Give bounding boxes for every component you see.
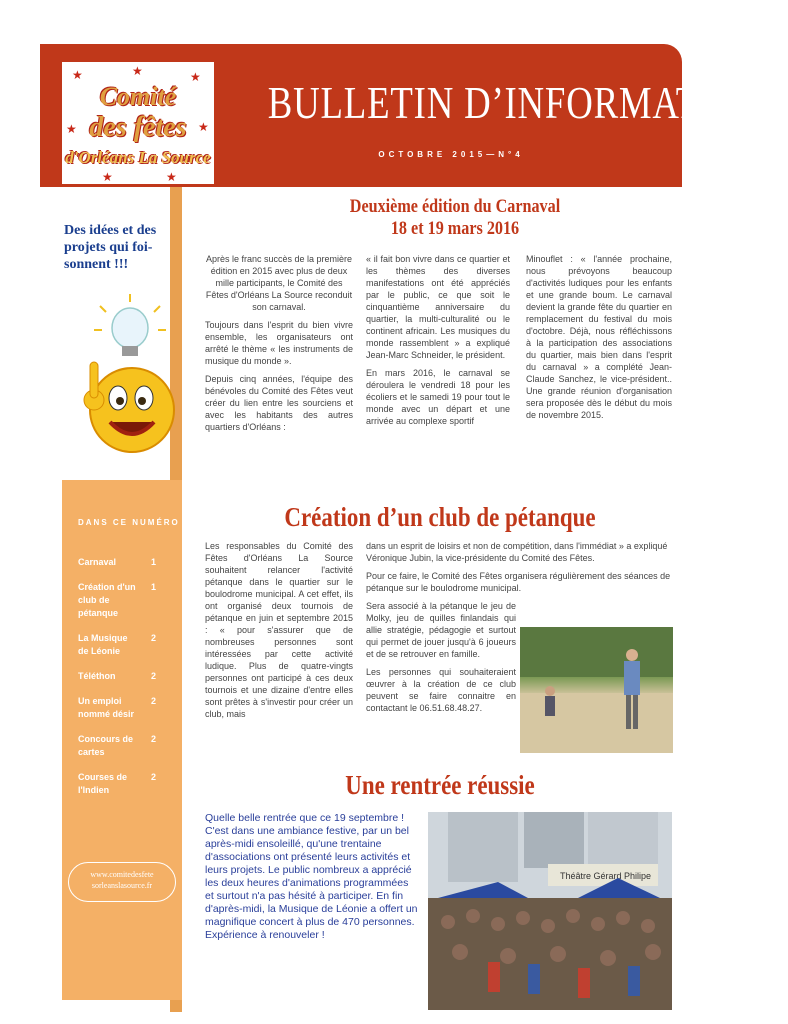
toc-item-page: 2 xyxy=(150,772,156,782)
article-column xyxy=(526,253,672,427)
toc-item-page: 2 xyxy=(150,633,156,643)
paragraph: En mars 2016, le carnaval se déroulera le vendredi 18 pour les écoliers et le samedi 19 pour tout le monde avec un départ et une arrivée au complexe sportif xyxy=(366,368,510,426)
star-icon: ★ xyxy=(132,64,143,78)
toc-item-page: 2 xyxy=(150,696,156,706)
toc-item-title: Un emploi nommé désir xyxy=(78,696,135,719)
star-icon: ★ xyxy=(190,70,201,84)
toc-item-page: 1 xyxy=(150,582,156,592)
toc-item-page: 1 xyxy=(150,557,156,567)
toc-item[interactable] xyxy=(78,556,156,569)
paragraph: Les personnes qui souhaiteraient œuvrer à la création de ce club peuvent se faire connaitre en contactant le 06.51.68.48.27. xyxy=(366,667,516,713)
toc-item[interactable] xyxy=(78,670,156,683)
logo-text: d'Orléans La Source xyxy=(65,148,211,167)
event-photo xyxy=(428,812,672,1010)
article-column xyxy=(205,812,420,948)
toc-item-title: Concours de cartes xyxy=(78,734,134,757)
toc-item-title: Carnaval xyxy=(78,557,117,567)
article-title xyxy=(264,196,647,240)
logo-text: des fêtes xyxy=(89,112,187,143)
article-column xyxy=(205,540,353,726)
toc-item-page: 2 xyxy=(150,734,156,744)
paragraph: Les responsables du Comité des Fêtes d'Orléans La Source souhaitent relancer l'activité pétanque dans le quartier sur le boulodrome municipal. A cet effet, ils ont organisé deux tournois de pétanque en juin et septembre 2015 : « pour s'assurer que de nombreuses personnes sont intéressées par cette activité ludique. Plus de quatre-vingts personnes ont participé à ces deux tournois et une dizaine d'entre elles sont prêtes à s'investir pour créer un club, mais xyxy=(205,541,353,719)
paragraph: dans un esprit de loisirs et non de compétition, dans l'immédiat » a expliqué Véronique Jubin, la vice-présidente du Comité des Fêtes. xyxy=(366,541,668,563)
article-title-line: Deuxième édition du Carnaval xyxy=(349,196,561,217)
page-title: BULLETIN D’INFORMATIONS xyxy=(267,77,788,128)
star-icon: ★ xyxy=(66,122,77,136)
logo-text: Comité xyxy=(99,82,177,111)
paragraph: « il fait bon vivre dans ce quartier et les thèmes des diverses manifestations ont été appréciés par le public, ce que soit le cinquantième anniversaire du quartier, la multi-culturalité ou le continent africain. Les musiques du monde rassemblent » a expliqué Jean-Marc Schneider, le président. xyxy=(366,254,510,360)
smiley-lightbulb-icon xyxy=(80,300,180,465)
star-icon: ★ xyxy=(166,170,177,184)
paragraph: Quelle belle rentrée que ce 19 septembre ! C'est dans une ambiance festive, par un bel après-midi ensoleillé, qu'une trentaine d'associations ont présenté leurs activités et leurs projets. Le public nombreux a apprécié les deux heures d'animations programmées et surtout n'a pas hésité à participer. En fin d'après-midi, la Musique de Léonie a offert un magnifique concert à plus de 470 personnes. xyxy=(205,812,418,928)
article-title: Une rentrée réussie xyxy=(345,770,535,800)
star-icon: ★ xyxy=(198,120,209,134)
people-icon xyxy=(520,627,673,753)
toc-item-page: 2 xyxy=(150,671,156,681)
paragraph: Toujours dans l'esprit du bien vivre ensemble, les organisateurs ont arrêté le thème « les instruments de musique du monde ». xyxy=(205,320,353,366)
table-of-contents xyxy=(78,556,156,809)
article-column xyxy=(366,253,510,433)
paragraph: Depuis cinq années, l'équipe des bénévoles du Comité des Fêtes veut créer du lien entre les sourciens et avec les habitants des autres quartiers d'Orléans : xyxy=(205,374,353,432)
toc-item-title: Création d'un club de pétanque xyxy=(78,582,136,618)
article-title-line: 18 et 19 mars 2016 xyxy=(390,218,520,239)
logo xyxy=(62,62,214,184)
paragraph: Pour ce faire, le Comité des Fêtes organisera régulièrement des séances de pétanque sur le boulodrome municipal. xyxy=(366,571,671,593)
website-link[interactable]: www.comitedesfete sorleanslasource.fr xyxy=(68,862,176,902)
paragraph: Après le franc succès de la première édition en 2015 avec plus de deux mille participants, le Comité des Fêtes d'Orléans La Source reconduit son carnaval. xyxy=(205,254,353,312)
toc-item-title: Courses de l'Indien xyxy=(78,772,128,795)
article-title: Création d’un club de pétanque xyxy=(284,502,596,532)
issue-line: OCTOBRE 2015—N°4 xyxy=(378,150,524,159)
theatre-sign: Théâtre Gérard Philipe xyxy=(560,871,652,881)
toc-item[interactable] xyxy=(78,771,156,797)
toc-item-title: La Musique de Léonie xyxy=(78,633,128,656)
paragraph: Sera associé à la pétanque le jeu de Molky, jeu de quilles finlandais qui allie stratégie, pédagogie et surtout qui permet de jouer jusqu'à 6 joueurs et de se retrouver en famille. xyxy=(366,601,516,659)
toc-item[interactable] xyxy=(78,632,156,658)
crowd-icon xyxy=(428,812,672,1010)
star-icon: ★ xyxy=(102,170,113,184)
toc-item[interactable] xyxy=(78,581,156,620)
toc-item[interactable] xyxy=(78,695,156,721)
paragraph: Expérience à renouveler ! xyxy=(205,929,325,941)
sidebar-headline: Des idées et des projets qui foi-sonnent !!! xyxy=(64,223,157,272)
toc-heading: DANS CE NUMÉRO : xyxy=(78,518,189,527)
toc-item-title: Téléthon xyxy=(78,671,116,681)
article-column xyxy=(205,253,353,439)
paragraph: Minouflet : « l'année prochaine, nous prévoyons beaucoup d'activités ludiques pour les enfants et une grande boum. Le carnaval devient la grande fête du quartier en remplacement du festival du mois d'octobre. Déjà, nous réfléchissons à la participation des associations du quartier, mais bien dans l'esprit du carnaval » a complété Jean-Claude Sanchez, le vice-président.. Une grande réunion d'organisation sera proposée dès le début du mois de novembre 2015. xyxy=(526,254,672,420)
toc-item[interactable] xyxy=(78,733,156,759)
petanque-photo xyxy=(520,627,673,753)
star-icon: ★ xyxy=(72,68,83,82)
